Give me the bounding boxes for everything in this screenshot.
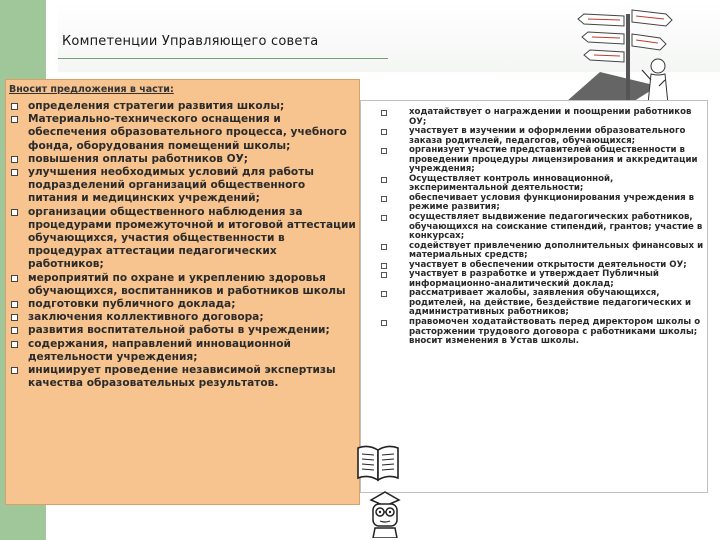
left-panel-heading: Вносит предложения в части: bbox=[9, 84, 174, 95]
list-item: подготовки публичного доклада; bbox=[10, 298, 356, 311]
student-glasses-icon bbox=[365, 490, 405, 538]
checkbox-bullet-icon bbox=[381, 263, 387, 269]
checkbox-bullet-icon bbox=[11, 275, 18, 282]
list-item: определения стратегии развития школы; bbox=[10, 100, 356, 113]
list-item-final: вносит изменения в Устав школы. bbox=[409, 336, 580, 347]
list-item: улучшения необходимых условий для работы подразделений организаций общественного питания и медицинских учреждений; bbox=[10, 166, 356, 206]
checkbox-bullet-icon bbox=[381, 320, 387, 326]
checkbox-bullet-icon bbox=[381, 196, 387, 202]
list-item: Материально-технического оснащения и обеспечения образовательного процесса, учебного фонда, оборудования помещений школы; bbox=[10, 113, 356, 153]
checkbox-bullet-icon bbox=[381, 129, 387, 135]
checkbox-bullet-icon bbox=[11, 169, 18, 176]
checkbox-bullet-icon bbox=[11, 209, 18, 216]
title-underline bbox=[58, 58, 388, 59]
checkbox-bullet-icon bbox=[11, 301, 18, 308]
list-item: Осуществляет контроль инновационной, экспериментальной деятельности; bbox=[378, 175, 708, 194]
checkbox-bullet-icon bbox=[381, 272, 387, 278]
checkbox-bullet-icon bbox=[381, 291, 387, 297]
list-item: содержания, направлений инновационной деятельности учреждения; bbox=[10, 338, 356, 364]
checkbox-bullet-icon bbox=[381, 244, 387, 250]
checkbox-bullet-icon bbox=[11, 314, 18, 321]
checkbox-bullet-icon bbox=[381, 177, 387, 183]
checkbox-bullet-icon bbox=[11, 103, 18, 110]
list-item: участвует в обеспечении открытости деятельности ОУ; bbox=[378, 261, 708, 271]
right-panel-list bbox=[378, 108, 708, 347]
list-item: участвует в разработке и утверждает Публичный информационно-аналитический доклад; bbox=[378, 270, 708, 289]
list-item: повышения оплаты работников ОУ; bbox=[10, 153, 356, 166]
list-item: обеспечивает условия функционирования учреждения в режиме развития; bbox=[378, 194, 708, 213]
list-item: содействует привлечению дополнительных финансовых и материальных средств; bbox=[378, 242, 708, 261]
list-item: ходатайствует о награждении и поощрении работников ОУ; bbox=[378, 108, 708, 127]
checkbox-bullet-icon bbox=[381, 215, 387, 221]
checkbox-bullet-icon bbox=[11, 156, 18, 163]
list-item: мероприятий по охране и укреплению здоровья обучающихся, воспитанников и работников школы bbox=[10, 272, 356, 298]
list-item: рассматривает жалобы, заявления обучающихся, родителей, на действие, бездействие педагогических и административных работников; bbox=[378, 289, 708, 318]
checkbox-bullet-icon bbox=[381, 110, 387, 116]
checkbox-bullet-icon bbox=[11, 341, 18, 348]
list-item: правомочен ходатайствовать перед директором школы о расторжении трудового договора с работниками школы; bbox=[378, 318, 708, 337]
slide-title: Компетенции Управляющего совета bbox=[62, 34, 319, 49]
list-item: участвует в изучении и оформлении образовательного заказа родителей, педагогов, обучающихся; bbox=[378, 127, 708, 146]
checkbox-bullet-icon bbox=[11, 116, 18, 123]
checkbox-bullet-icon bbox=[381, 148, 387, 154]
checkbox-bullet-icon bbox=[11, 367, 18, 374]
left-panel-list bbox=[10, 100, 356, 390]
list-item: организации общественного наблюдения за процедурами промежуточной и итоговой аттестации обучающихся, участия общественности в процедурах аттестации педагогических работников; bbox=[10, 206, 356, 272]
list-item: заключения коллективного договора; bbox=[10, 311, 356, 324]
list-item: инициирует проведение независимой экспертизы качества образовательных результатов. bbox=[10, 364, 356, 390]
list-item: развития воспитательной работы в учреждении; bbox=[10, 324, 356, 337]
checkbox-bullet-icon bbox=[11, 327, 18, 334]
left-panel bbox=[5, 79, 360, 505]
open-book-icon bbox=[354, 440, 402, 484]
list-item: осуществляет выдвижение педагогических работников, обучающихся на соискание стипендий, грантов; участие в конкурсах; bbox=[378, 213, 708, 242]
list-item: организует участие представителей общественности в проведении процедуры лицензирования и аккредитации учреждения; bbox=[378, 146, 708, 175]
